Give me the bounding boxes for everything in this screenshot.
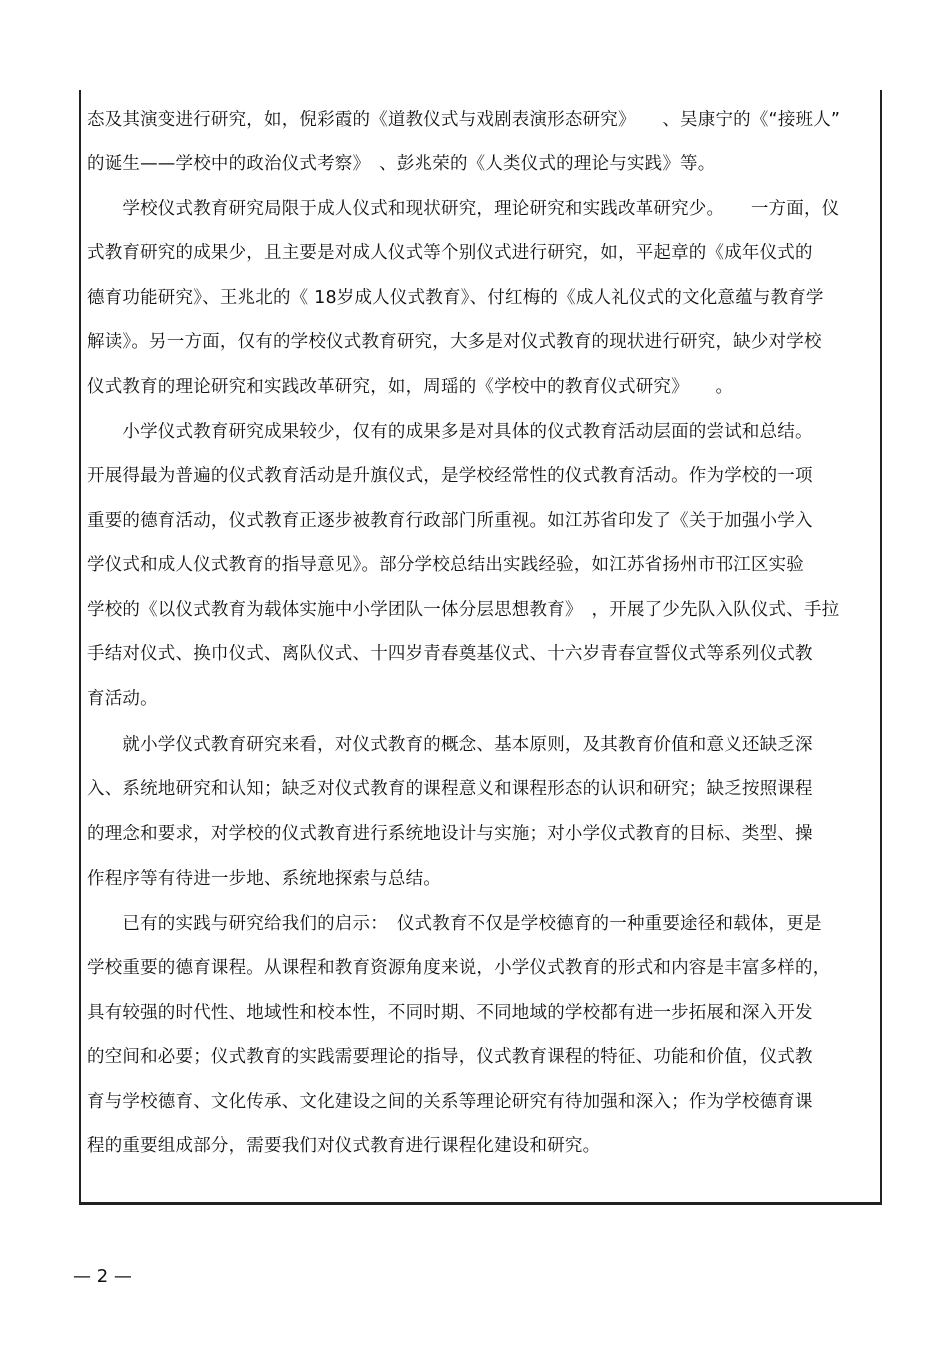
body-text-line: 学校的《以仪式教育为载体实施中小学团队一体分层思想教育》 ，开展了少先队入队仪式、手拉 — [87, 600, 840, 620]
body-text-line: 的理念和要求，对学校的仪式教育进行系统地设计与实施；对小学仪式教育的目标、类型、操 — [87, 824, 813, 844]
body-text-line: 手结对仪式、换巾仪式、离队仪式、十四岁青春奠基仪式、十六岁青春宣誓仪式等系列仪式教 — [87, 644, 813, 664]
body-text-line: 式教育研究的成果少，且主要是对成人仪式等个别仪式进行研究，如，平起章的《成年仪式的 — [87, 243, 813, 263]
body-text-line: 的空间和必要；仪式教育的实践需要理论的指导，仪式教育课程的特征、功能和价值，仪式教 — [87, 1047, 813, 1067]
body-text-line: 态及其演变进行研究，如，倪彩霞的《道教仪式与戏剧表演形态研究》 、吴康宁的《“接班人” — [87, 110, 841, 130]
body-text-line: 小学仪式教育研究成果较少，仅有的成果多是对具体的仪式教育活动层面的尝试和总结。 — [87, 422, 813, 442]
body-text-line: 重要的德育活动，仪式教育正逐步被教育行政部门所重视。如江苏省印发了《关于加强小学入 — [87, 511, 813, 531]
body-text-line: 解读》。另一方面，仅有的学校仪式教育研究，大多是对仪式教育的现状进行研究，缺少对学校 — [87, 332, 822, 352]
body-text-line: 作程序等有待进一步地、系统地探索与总结。 — [87, 869, 441, 889]
body-text-line: 学仪式和成人仪式教育的指导意见》。部分学校总结出实践经验，如江苏省扬州市邗江区实验 — [87, 555, 804, 575]
body-text-line: 具有较强的时代性、地域性和校本性，不同时期、不同地域的学校都有进一步拓展和深入开发 — [87, 1003, 813, 1023]
body-text-line: 开展得最为普遍的仪式教育活动是升旗仪式，是学校经常性的仪式教育活动。作为学校的一项 — [87, 466, 813, 486]
body-text-line: 学校重要的德育课程。从课程和教育资源角度来说，小学仪式教育的形式和内容是丰富多样的， — [87, 958, 831, 978]
body-text-line: 的诞生——学校中的政治仪式考察》 、彭兆荣的《人类仪式的理论与实践》等。 — [87, 154, 716, 174]
body-text-line: 德育功能研究》、王兆北的《 18岁成人仪式教育》、付红梅的《成人礼仪式的文化意蕴与教育学 — [87, 288, 824, 308]
page-number: — 2 — — [73, 1266, 132, 1287]
body-text-line: 程的重要组成部分，需要我们对仪式教育进行课程化建设和研究。 — [87, 1136, 601, 1156]
body-text-line: 就小学仪式教育研究来看，对仪式教育的概念、基本原则，及其教育价值和意义还缺乏深 — [87, 735, 813, 755]
body-text-line: 育活动。 — [87, 689, 158, 709]
body-text-line: 学校仪式教育研究局限于成人仪式和现状研究，理论研究和实践改革研究少。 一方面，仪 — [87, 199, 840, 219]
body-text-line: 仪式教育的理论研究和实践改革研究，如，周瑶的《学校中的教育仪式研究》 。 — [87, 377, 734, 397]
body-text-line: 育与学校德育、文化传承、文化建设之间的关系等理论研究有待加强和深入；作为学校德育课 — [87, 1092, 813, 1112]
body-text-line: 入、系统地研究和认知；缺乏对仪式教育的课程意义和课程形态的认识和研究；缺乏按照课程 — [87, 779, 813, 799]
body-text-line: 已有的实践与研究给我们的启示： 仪式教育不仅是学校德育的一种重要途径和载体，更是 — [87, 914, 822, 934]
